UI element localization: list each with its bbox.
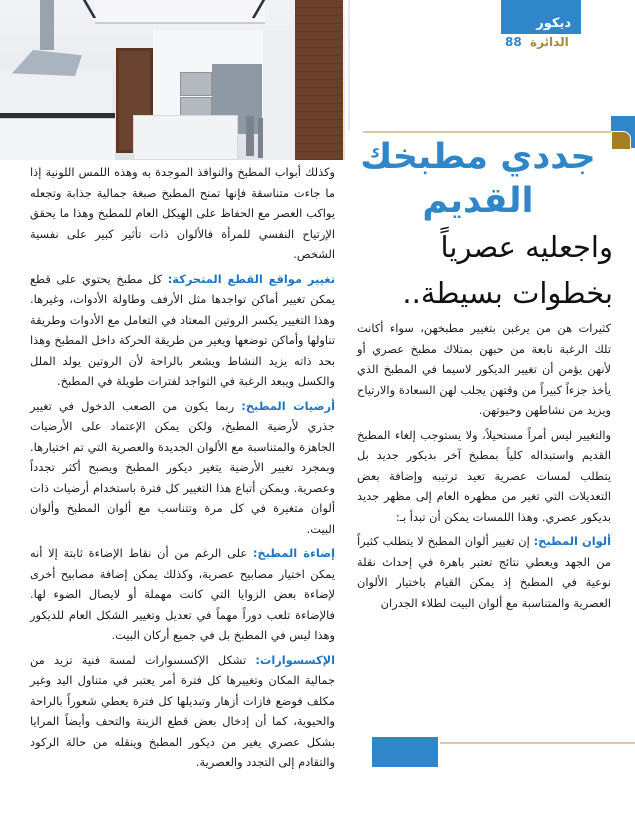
photo-range-hood <box>12 50 82 76</box>
footer-ornament-blue <box>372 737 438 767</box>
photo-wood-panel <box>295 0 343 160</box>
title-line: القديم <box>422 181 534 221</box>
photo-oven <box>180 97 212 117</box>
section-text: تشكل الإكسسوارات لمسة فنية تزيد من جمالية المكان وتغييرها كل فترة أمر يعتبر في متناول اليد وغير مكلف فوضع فازات أزهار وتبديلها كل فترة يعطي شعوراً بالراحة والحيوية، كما أن إدخال بعض قطع الزينة والتحف وأيضاً المرايا بشكل عصري يغير من ديكور المطبخ وينقله من حالة الركود والتقادم إلى التجدد والعصرية. <box>30 652 335 769</box>
photo-hood-pipe <box>40 0 54 50</box>
body-paragraph: وكذلك أبواب المطبخ والنوافذ الموجدة به وهذه اللمس اللونية إذا ما جاءت متناسقة فإنها تمنح المطبخ صبغة جمالية جذابة وتجعله يواكب العصر مع الحفاظ على الهيكل العام للمطبخ وهذا ما يحقق الإرتياح النفسي للمرأة فالألوان ذات تأثير كبير على نفسية الشخص. <box>30 165 335 261</box>
photo-island <box>133 115 238 160</box>
photo-edge <box>348 0 350 130</box>
magazine-logo: الدائرة <box>530 35 569 49</box>
lighting-section <box>30 543 335 646</box>
body-paragraph: والتغيير ليس أمراً مستحيلاً، ولا يستوجب إلغاء المطبخ القديم واستبداله كلياً بمطبخ آخر بديكور جديد بل يتطلب لمسات عصرية تعيد ترتيبه وإضافة بعض التعديلات التي تغير من مظهره العام إلى مظهر جديد بديكور عصري. وهذا اللمسات يمكن أن تبدأ بـ: <box>357 427 611 524</box>
photo-oven <box>180 72 212 96</box>
section-heading: إضاءة المطبخ: <box>252 546 336 560</box>
right-column <box>357 318 611 617</box>
section-heading: تغيير مواقع القطع المتحركة: <box>167 271 335 286</box>
section-heading: الإكسسوارات: <box>255 652 336 667</box>
section-heading: أرضيات المطبخ: <box>241 398 335 413</box>
subtitle-line: واجعليه عصرياً <box>440 230 613 264</box>
section-text: على الرغم من أن نقاط الإضاءة ثابتة إلا أنه يمكن اختيار مصابيح عصرية، وكذلك يمكن إضافة مصابيح أخرى لإضاءة بعض الزوايا التي كانت مهملة أو لايصال الضوء لها. فالإضاءة تلعب دوراً مهماً في تعديل وتغيير الشكل العام للديكور وهذا ليس في المطبخ بل في جميع أركان البيت. <box>30 546 335 642</box>
photo-cabinets <box>0 118 115 160</box>
divider-rule <box>440 742 635 744</box>
photo-chair <box>246 116 254 156</box>
section-tab <box>501 0 581 34</box>
photo-wall <box>263 30 295 160</box>
section-text: إن تغيير ألوان المطبخ لا يتطلب كثيراً من الجهد ويعطي نتائج تعتبر باهرة في إحداث نقلة نوعية في المطبخ إذ يمكن القيام باختيار الألوان العصرية والمتناسبة مع ألوان البيت لطلاء الجدران <box>357 534 611 610</box>
colors-section <box>357 531 611 613</box>
left-column <box>30 162 335 777</box>
intro-paragraph: كثيرات هن من يرغبن بتغيير مطبخهن، سواء أكانت تلك الرغبة نابعة من حبهن بمتلاك مطبخ عصري أو لأنهن يؤمن أن تغيير الديكور لاسيما في المطبخ الذي يأخذ جزءاً كبيراً من وقتهن يجلب لهن السعادة والارتياح ويزيد من نشاطهن وحيوتهن. <box>357 321 611 417</box>
photo-backsplash <box>0 70 112 115</box>
corner-ornament-gold <box>611 131 631 150</box>
accessories-section <box>30 650 335 773</box>
kitchen-photo <box>0 0 345 160</box>
page-number: 88 <box>505 35 522 49</box>
moving-pieces-section <box>30 269 335 392</box>
photo-ceiling <box>95 0 265 24</box>
subtitle-line: بخطوات بسيطة.. <box>402 276 613 310</box>
section-text: ربما يكون من الصعب الدخول في تغيير جذري لأرضية المطبخ، ولكن يمكن الإعتماد على الأرضيات الجاهزة والمتناسبة مع الألوان الجديدة والعصرية التي تم اختيارها. وبمجرد تغيير الأرضية يتغير ديكور المطبخ ويصبح أكثر تجدداً وعصرية. ويمكن أتباع هذا التغيير كل فترة باستخدام أرضيات ذات ألوان متغيرة في كل مرة وتتناسب مع ألوان المطبخ وألوان البيت. <box>30 398 335 536</box>
section-text: كل مطبخ يحتوي على قطع يمكن تغيير أماكن تواجدها مثل الأرفف وطاولة الأدوات، وغيرها. وهذا التغيير يكسر الروتين المعتاد في التعامل مع الأدوات وطريقة تناولها وأماكن توضعها ويغير من طريقة الحركة داخل المطبخ وهذا بحد ذاته يزيد النشاط ويشعر بالراحة لأن الروتين يولد الملل والكسل ويبعد الرغبة في التواجد لفترات طويلة في المطبخ. <box>30 271 335 388</box>
floors-section <box>30 396 335 540</box>
title-line: جددي مطبخك <box>360 137 596 177</box>
divider-rule <box>363 131 613 133</box>
article-headline <box>343 135 613 315</box>
section-label: ديكور <box>536 16 571 31</box>
section-heading: ألوان المطبخ: <box>533 534 611 548</box>
